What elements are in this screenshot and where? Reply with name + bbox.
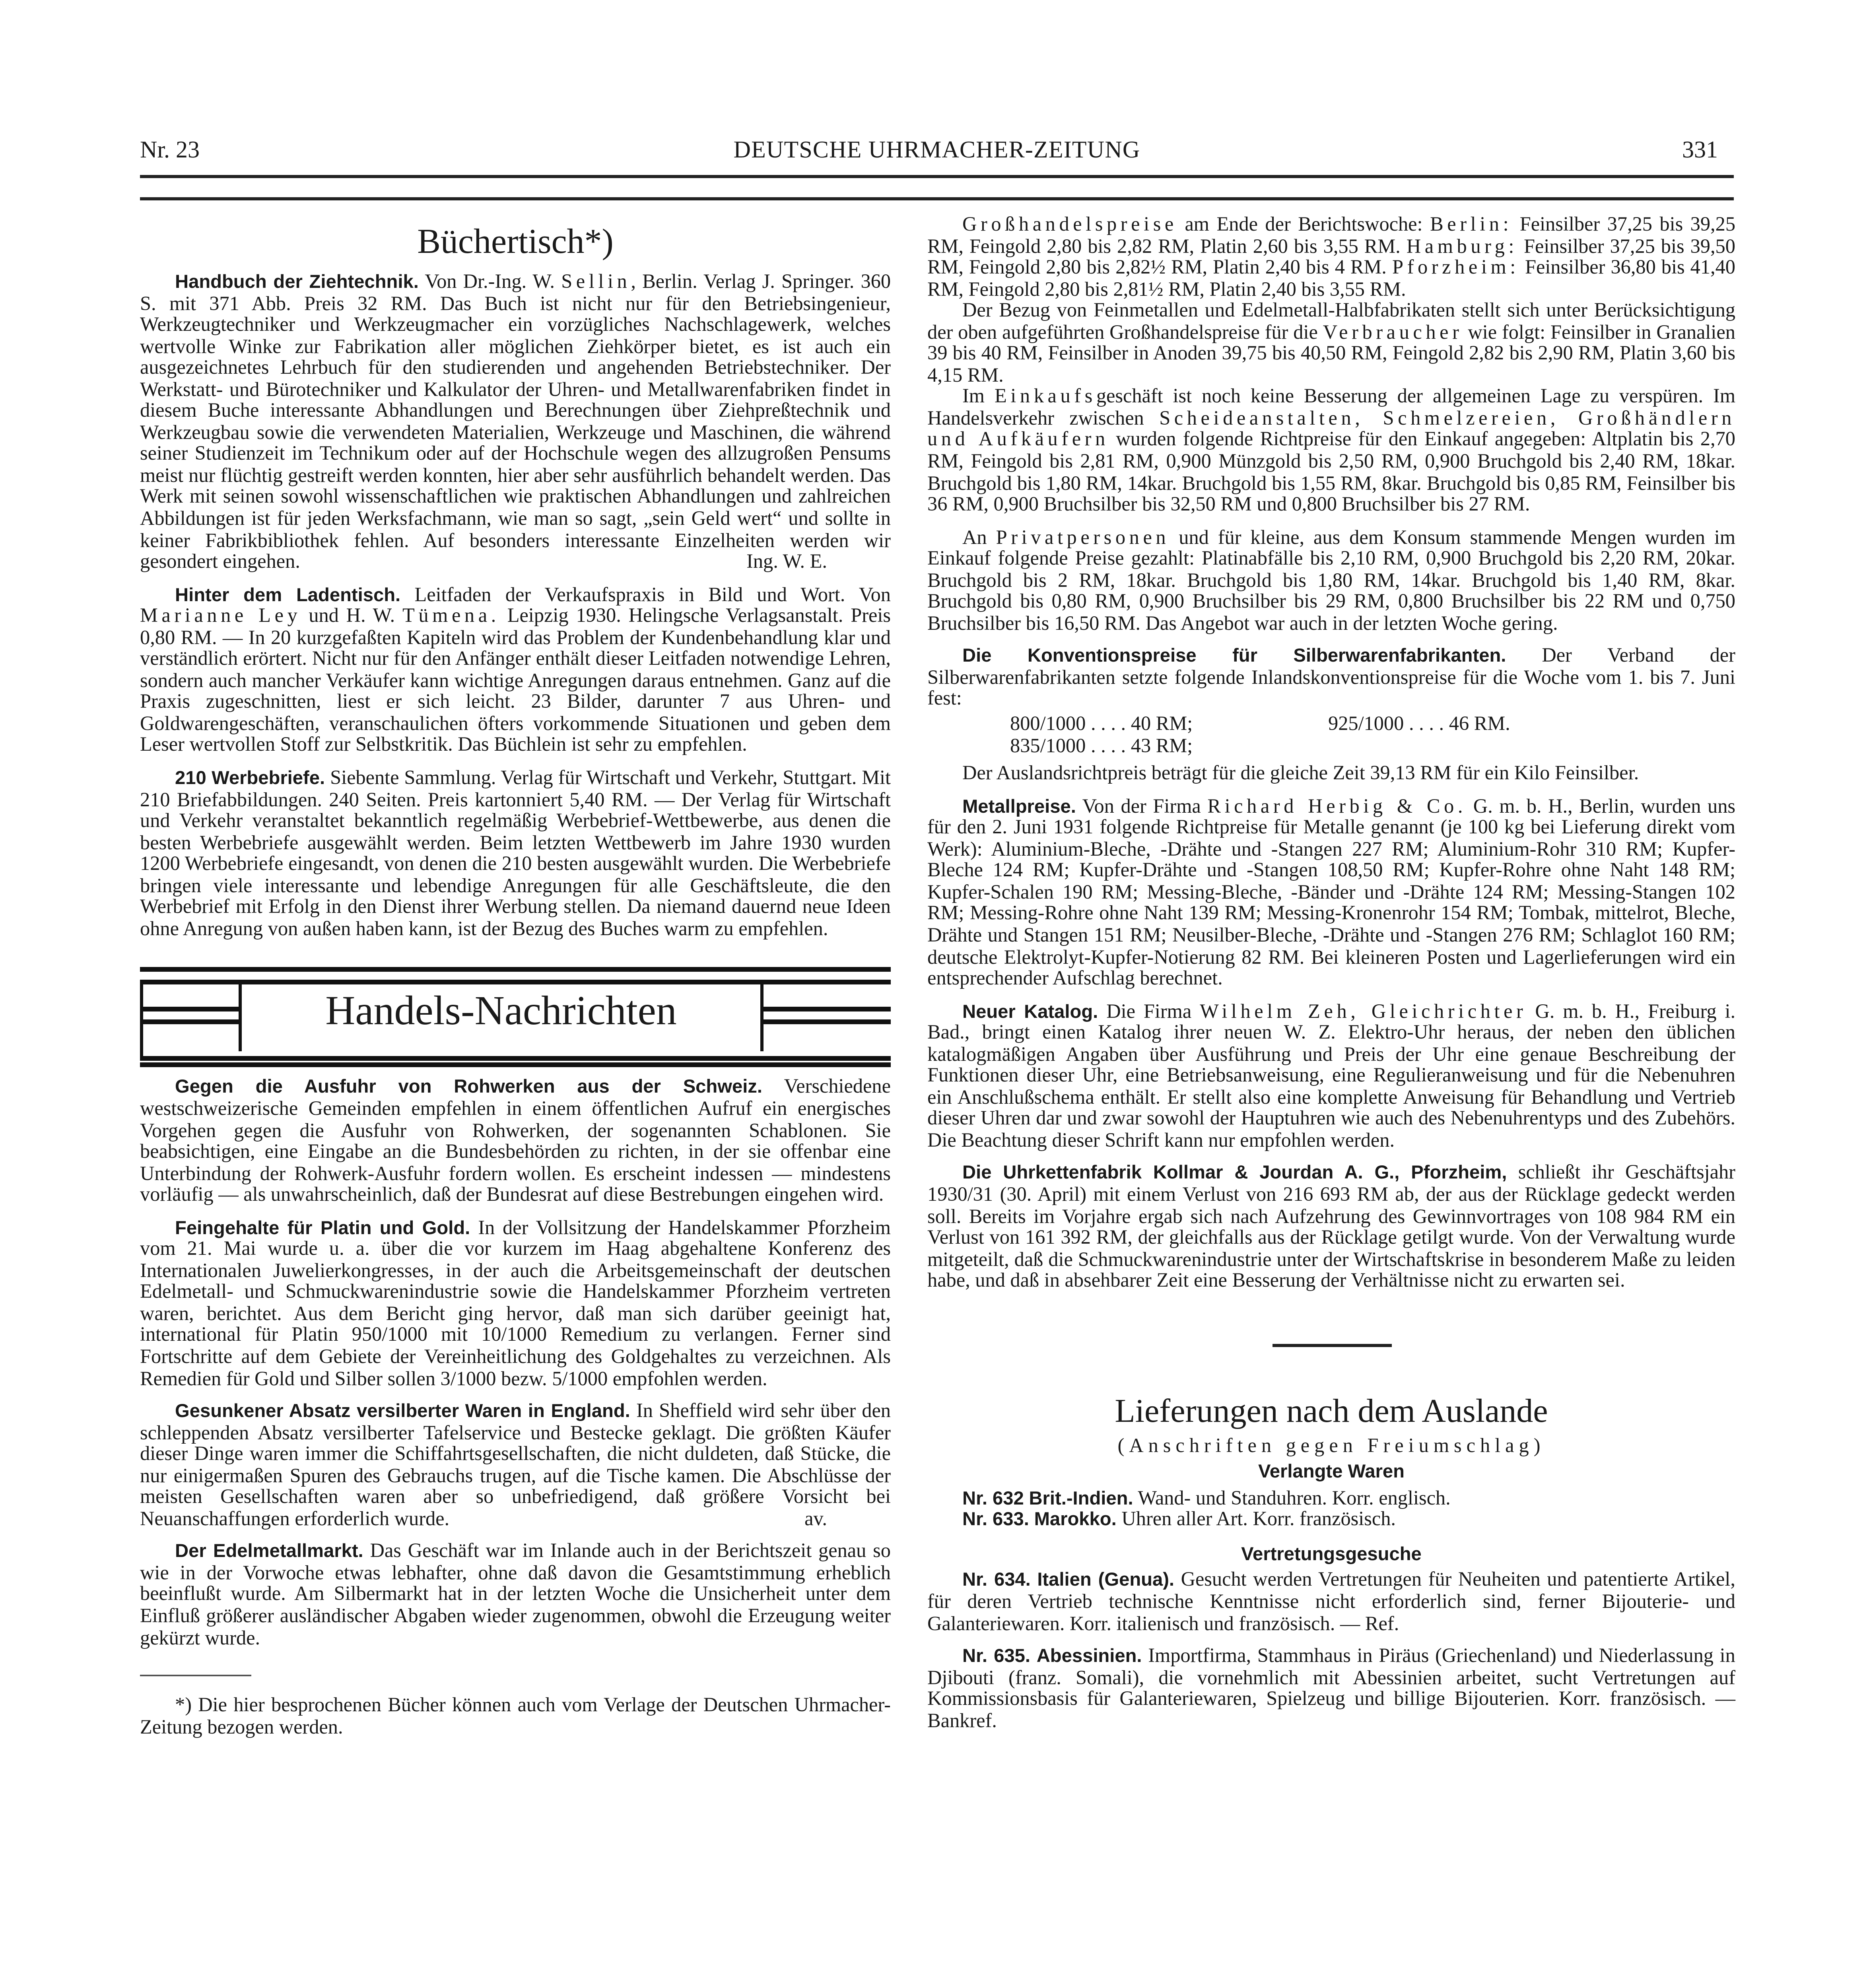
paragraph-text: Feinsilber 37,25 bis 39,50 RM, Feingold 2,80 bis 2,82½ RM, Platin 2,40 bis 4 RM. — [927, 235, 1735, 279]
konventionspreise-paragraph — [927, 646, 1735, 711]
price: 43 RM; — [1131, 734, 1193, 757]
review-heading: Handbuch der Ziehtechnik. — [175, 270, 419, 293]
review-werbebriefe — [140, 768, 891, 941]
paragraph-text: Der Bezug von Feinmetallen und Edelmetall-Halbfabrikaten stellt sich unter Berücksichtigung der oben aufgeführten Großhandelspreise für die — [927, 299, 1735, 343]
listing-text: Importfirma, Stammhaus in Piräus (Griechenland) und Niederlassung in Djibouti (franz. Somali), die vornehmlich mit Abessinien arbeitet, sucht Vertretungen auf Kommissionsbasis für Galanteriewaren, Spielzeug und billige Bijouterien. Korr. französisch. — Bankref. — [927, 1644, 1735, 1732]
paragraph-text: am Ende der Berichtswoche: — [1185, 213, 1423, 235]
news-text: Die Firma — [1106, 1000, 1192, 1022]
listing-number: Nr. 634. — [962, 1569, 1031, 1591]
fineness: 925/1000 — [1328, 712, 1404, 735]
banner-right-panel — [760, 980, 891, 1052]
price-row — [1010, 714, 1735, 736]
leader-dots: . . . . — [1090, 712, 1126, 735]
spaced-term: Einkaufs — [994, 385, 1096, 408]
review-heading: 210 Werbebriefe. — [175, 767, 325, 789]
city-name: Hamburg: — [1406, 235, 1518, 257]
convention-price-table — [1010, 714, 1735, 757]
author-name: Sellin — [561, 270, 631, 293]
paragraph-text: Feinsilber 37,25 bis 39,25 RM, Feingold 2,80 bis 2,82 RM, Platin 2,60 bis 3,55 RM. — [927, 213, 1736, 257]
news-heading: Gegen die Ausfuhr von Rohwerken aus der Schweiz. — [175, 1076, 763, 1098]
news-text: In Sheffield wird sehr über den schleppenden Absatz versilberter Tafelservice und Bestecke geklagt. Die größten Käufer dieser Dinge waren immer die Schiffahrtsgesellschaften, die nicht duldeten, daß Stücke, die nur einigermaßen Spuren des Gebrauchs trugen, auf die Tische kamen. Die Abschlüsse der meisten Gesellschaften waren aber so unbefriedigend, daß größere Vorsicht bei Neuanschaffungen erforderlich wurde. — [140, 1400, 891, 1530]
listing-number: Nr. 635. — [962, 1644, 1030, 1667]
review-text: und H. W. — [309, 604, 395, 627]
right-column — [927, 215, 1735, 1732]
header-rule-bottom — [140, 197, 1734, 200]
bezug-paragraph — [927, 301, 1735, 387]
running-header — [140, 138, 1734, 170]
listing-country: Abessinien. — [1036, 1644, 1142, 1667]
news-text: Der Verband der Silberwarenfabrikanten setzte folgende Inlandskonventionspreise für die Woche vom 1. bis 7. Juni fest: — [927, 645, 1735, 710]
lieferungen-heading: Lieferungen nach dem Auslande — [1115, 1391, 1548, 1429]
spaced-term: Scheideanstalten, Schmelzereien, Großhändlern und Aufkäufern — [927, 407, 1735, 451]
kollmar-paragraph — [927, 1163, 1735, 1293]
news-text: In der Vollsitzung der Handelskammer Pforzheim vom 21. Mai wurde u. a. über die vor kurzem im Haag abgehaltene Konferenz des Internationalen Juwelierkongresses, in der auch die Arbeitsgemeinschaft der deutschen Edelmetall- und Schmuckwarenindustrie sowie die Handelskammer Pforzheim vertreten waren, berichtet. Aus dem Bericht ging hervor, daß man sich darüber geeinigt hat, international für Platin 950/1000 mit 10/1000 Remedium zu verlangen. Ferner sind Fortschritte auf dem Gebiete der Vereinheitlichung des Goldgehaltes zu verzeichnen. Als Remedien für Gold und Silber sollen 3/1000 bezw. 5/1000 empfohlen werden. — [140, 1216, 891, 1390]
news-text: Verschiedene westschweizerische Gemeinden empfehlen in einem öffentlichen Aufruf ein energisches Vorgehen gegen die Ausfuhr von Rohwerken, der sogenannten Schablonen. Sie beabsichtigen, eine Eingabe an die Bundesbehörden zu richten, in der sie offenbar eine Unterbindung der Rohwerk-Ausfuhr fordern wollen. Es erscheint indessen — mindestens vorläufig — als unwahrscheinlich, daß der Bundesrat auf diese Bestrebungen eingehen wird. — [140, 1076, 891, 1206]
listing-country: Brit.-Indien. — [1029, 1487, 1133, 1509]
news-text: G. m. b. H., Berlin, wurden uns für den 2. Juni 1931 folgende Richtpreise für Metalle genannt (je 100 kg bei Lieferung direkt vom Werk): Aluminium-Bleche, -Drähte und -Stangen 227 RM; Aluminium-Rohr 310 RM; Kupfer-Bleche 124 RM; Kupfer-Drähte und -Stangen 108,50 RM; Kupfer-Rohre ohne Naht 148 RM; Kupfer-Schalen 190 RM; Messing-Bleche, -Bänder und -Drähte 124 RM; Messing-Stangen 102 RM; Messing-Rohre ohne Naht 139 RM; Messing-Kronenrohr 154 RM; Tombak, mittelrot, Bleche, Drähte und Stangen 151 RM; Neusilber-Bleche, -Drähte und -Stangen 276 RM; Schlaglot 160 RM; deutsche Elektrolyt-Kupfer-Notierung 82 RM. Bei kleineren Posten und Lagerlieferungen wird ein entsprechender Aufschlag berechnet. — [927, 794, 1735, 990]
section-divider — [1272, 1343, 1391, 1347]
news-heading: Metallpreise. — [962, 794, 1076, 817]
price: 46 RM. — [1449, 712, 1510, 735]
verlangte-waren-heading: Verlangte Waren — [1258, 1460, 1405, 1483]
listing-entry — [927, 1646, 1735, 1732]
price-entry — [1010, 736, 1328, 757]
company-name: Richard Herbig & Co. — [1207, 794, 1467, 817]
news-heading: Die Konventionspreise für Silberwarenfabrikanten. — [962, 645, 1506, 667]
grosshandelspreise-paragraph — [927, 215, 1735, 301]
paragraph-text: wie folgt: Feinsilber in Granalien 39 bis 40 RM, Feinsilber in Anoden 39,75 bis 40,50 RM, Feingold 2,82 bis 2,90 RM, Platin 3,60 bis 4,15 RM. — [927, 320, 1735, 386]
review-ladentisch — [140, 585, 891, 757]
spaced-term: Privatpersonen — [996, 526, 1170, 548]
listing-text: Wand- und Standuhren. Korr. englisch. — [1138, 1487, 1451, 1509]
footnote-rule — [140, 1675, 251, 1676]
listing-country: Marokko. — [1034, 1508, 1117, 1531]
review-text: , Berlin. Verlag J. Springer. 360 S. mit 371 Abb. Preis 32 RM. Das Buch ist nicht nur für den Betriebsingenieur, Werkzeugtechniker und Werkzeugmacher ein vorzügliches Nachschlagewerk, welches wertvolle Winke zur Fabrikation aller möglichen Ziehkörper bietet, es ist auch ein ausgezeichnetes Lehrbuch für den studierenden und angehenden Betriebstechniker. Der Werkstatt- und Bürotechniker und Kalkulator der Uhren- und Metallwarenfabriken findet in diesem Buche interessante Abhandlungen und Berechnungen über Ziehpreßtechnik und Werkzeugbau sowie die verwendeten Materialien, Werkzeuge und Maschinen, die während seiner Studienzeit im Technikum oder auf der Hochschule wegen des allzugroßen Pensums meist nur flüchtig gestreift werden konnten, hier aber sehr ausführlich behandelt werden. Das Werk mit seinen sowohl wissenschaftlichen wie praktischen Abhandlungen und zahlreichen Abbildungen ist für jeden Werksfachmann, wie man so sagt, „sein Geld wert“ und sollte in keiner Fabrikbibliothek fehlen. Auf besonders interessante Einzelheiten werden wir gesondert eingehen. — [140, 270, 891, 573]
paragraph-text: Im — [962, 385, 985, 408]
paragraph-text: wurden folgende Richtpreise für den Einkauf angegeben: Altplatin bis 2,70 RM, Feingold bis 2,81 RM, 0,900 Münzgold bis 2,50 RM, 0,900 Bruchgold bis 2,40 RM, 18kar. Bruchgold bis 1,80 RM, 14kar. Bruchgold bis 1,55 RM, 8kar. Bruchgold bis 0,85 RM, Feinsilber bis 36 RM, 0,900 Bruchsilber bis 32,50 RM und 0,800 Bruchsilber bis 27 RM. — [927, 428, 1735, 516]
listing-text: Gesucht werden Vertretungen für Neuheiten und patentierte Artikel, für deren Vertrieb technische Kenntnisse nicht erforderlich sind, ferner Bijouterie- und Galanteriewaren. Korr. italienisch und französisch. — Ref. — [927, 1569, 1735, 1635]
news-heading: Der Edelmetallmarkt. — [175, 1540, 363, 1563]
city-name: Berlin: — [1430, 213, 1513, 235]
author-name: Marianne Ley — [140, 604, 301, 627]
price: 40 RM; — [1131, 712, 1193, 735]
fineness: 800/1000 — [1010, 712, 1086, 735]
listing-entry — [927, 1488, 1735, 1510]
listing-number: Nr. 633. — [962, 1508, 1029, 1531]
author-name: Tümena. — [402, 604, 500, 627]
banner-rule — [140, 968, 891, 973]
lieferungen-subtitle: (Anschriften gegen Freiumschlag) — [1117, 1434, 1545, 1456]
banner-title: Handels-Nachrichten — [325, 988, 677, 1035]
signature: av. — [804, 1507, 827, 1530]
spaced-term: Verbraucher — [1323, 320, 1463, 343]
metallpreise-paragraph — [927, 796, 1735, 990]
listing-number: Nr. 632 — [962, 1487, 1024, 1509]
banner-left-panel — [140, 980, 242, 1052]
handels-nachrichten-banner — [140, 963, 891, 1058]
auslandsrichtpreis: Der Auslandsrichtpreis beträgt für die gleiche Zeit 39,13 RM für ein Kilo Feinsilber. — [962, 762, 1639, 784]
city-name: Pforzheim: — [1392, 256, 1519, 279]
footnote: *) Die hier besprochenen Bücher können auch vom Verlage der Deutschen Uhrmacher-Zeitung bezogen werden. — [140, 1694, 891, 1738]
banner-line — [140, 1008, 239, 1011]
news-text: G. m. b. H., Freiburg i. Bad., bringt einen Katalog ihrer neuen W. Z. Elektro-Uhr heraus, der neben den üblichen katalogmäßigen Angaben über Ausführung und Preis der Uhr eine genaue Beschreibung der Funktionen dieser Uhr, eine Betriebsanweisung, eine Regulieranweisung und für die Nebenuhren ein Anschlußschema enthält. Er stellt also eine komplette Anweisung für Behandlung und Vertrieb dieser Uhren dar und zwar sowohl der Hauptuhren wie auch des Nebenuhrentyps und des Zubehörs. Die Beachtung dieser Schrift kann nur empfohlen werden. — [927, 1000, 1736, 1151]
buechertisch-heading: Büchertisch*) — [417, 221, 614, 261]
news-text: schließt ihr Geschäftsjahr 1930/31 (30. April) mit einem Verlust von 216 693 RM ab, der aus der Rücklage gedeckt werden soll. Bereits im Vorjahre ergab sich nach Aufzehrung des Gewinnvortrages von 108 984 RM ein Verlust von 161 392 RM, der gleichfalls aus der Rücklage getilgt wurde. Von der Verwaltung wurde mitgeteilt, daß die Schmuckwarenindustrie unter der Wirtschaftskrise in besonderem Maße zu leiden habe, und daß in absehbarer Zeit eine Besserung der Verhältnisse nicht zu erwarten sei. — [927, 1161, 1735, 1292]
news-rohwerke — [140, 1077, 891, 1207]
review-text: Leitfaden der Verkaufspraxis in Bild und Wort. Von — [414, 583, 891, 606]
katalog-paragraph — [927, 1001, 1735, 1152]
leader-dots: . . . . — [1409, 712, 1444, 735]
review-heading: Hinter dem Ladentisch. — [175, 583, 401, 606]
banner-line — [140, 1020, 239, 1024]
header-rule-top — [140, 175, 1734, 177]
fineness: 835/1000 — [1010, 734, 1086, 757]
company-name: Wilhelm Zeh, Gleichrichter — [1200, 1000, 1527, 1022]
paragraph-text: Feinsilber 36,80 bis 41,40 RM, Feingold 2,80 bis 2,81½ RM, Platin 2,40 bis 3,55 RM. — [927, 256, 1735, 300]
listing-entry — [927, 1510, 1735, 1531]
banner-line — [764, 1008, 891, 1011]
news-heading: Die Uhrkettenfabrik Kollmar & Jourdan A. G., Pforzheim, — [962, 1161, 1507, 1184]
review-text: Von Dr.-Ing. W. — [425, 270, 555, 293]
paragraph-text: An — [962, 526, 987, 548]
news-edelmetallmarkt — [140, 1541, 891, 1649]
news-heading: Neuer Katalog. — [962, 1000, 1098, 1022]
news-feingehalte — [140, 1218, 891, 1390]
news-text: Das Geschäft war im Inlande auch in der Berichtszeit genau so wie in der Vorwoche etwas lebhafter, ohne daß davon die Gesamtstimmung erheblich beeinflußt wurde. Am Silbermarkt hat in der letzten Woche die Unsicherheit unter dem Einfluß größerer ausländischer Abgaben wieder zugenommen, obwohl die Erzeugung weiter gekürzt wurde. — [140, 1540, 891, 1649]
review-ziehtechnik — [140, 272, 891, 574]
listing-country: Italien (Genua). — [1037, 1569, 1175, 1591]
signature: Ing. W. E. — [746, 550, 827, 573]
listing-entry — [927, 1571, 1735, 1635]
leader-dots: . . . . — [1090, 734, 1126, 757]
einkauf-paragraph — [927, 387, 1735, 516]
price-row — [1010, 736, 1735, 757]
banner-line — [764, 1020, 891, 1024]
vertretungsgesuche-heading: Vertretungsgesuche — [1241, 1542, 1422, 1565]
price-entry — [1010, 714, 1328, 736]
paragraph-text: und für kleine, aus dem Konsum stammende Mengen wurden im Einkauf folgende Preise gezahlt: Platinabfälle bis 2,10 RM, 0,900 Bruchgold bis 2,20 RM, 20kar. Bruchgold bis 2 RM, 18kar. Bruchgold bis 1,80 RM, 14kar. Bruchgold bis 1,40 RM, 8kar. Bruchgold bis 0,80 RM, 0,900 Bruchsilber bis 29 RM, 0,800 Bruchsilber bis 22 RM und 0,750 Bruchsilber bis 16,50 RM. Das Angebot war auch in der letzten Woche gering. — [927, 526, 1736, 635]
review-text: Siebente Sammlung. Verlag für Wirtschaft und Verkehr, Stuttgart. Mit 210 Briefabbildungen. 240 Seiten. Preis kartonniert 5,40 RM. — Der Verlag für Wirtschaft und Verkehr veranstaltet bekanntlich regelmäßig Werbebrief-Wettbewerbe, aus denen die besten Werbebriefe ausgewählt werden. Beim letzten Wettbewerb im Jahre 1930 wurden 1200 Werbebriefe eingesandt, von denen die 210 besten ausgewählt wurden. Die Werbebriefe bringen viele interessante und lebendige Anregungen für alle Geschäftsleute, die den Werbebrief mit Erfolg in den Dienst ihrer Werbung stellen. Da niemand dauernd neue Ideen ohne Anregung von außen haben kann, ist der Bezug des Buches warm zu empfehlen. — [140, 767, 891, 940]
review-text: Leipzig 1930. Helingsche Verlagsanstalt. Preis 0,80 RM. — In 20 kurzgefaßten Kapiteln wird das Problem der Kundenbehandlung klar und verständlich erörtert. Nicht nur für den Anfänger enthält dieser Leitfaden notwendige Lehren, sondern auch mancher Verkäufer kann wichtige Anregungen daraus entnehmen. Ganz auf die Praxis zugeschnitten, liest er sich leicht. 23 Bilder, darunter 7 aus Uhren- und Goldwarengeschäften, veranschaulichen öfters vorkommende Situationen und geben dem Leser wertvollen Stoff zur Selbstkritik. Das Büchlein ist sehr zu empfehlen. — [140, 604, 891, 756]
left-column — [140, 215, 891, 1739]
news-text: Von der Firma — [1082, 794, 1201, 817]
news-england — [140, 1401, 891, 1530]
privat-paragraph — [927, 528, 1735, 635]
page-number: 331 — [1682, 138, 1718, 164]
journal-title: DEUTSCHE UHRMACHER-ZEITUNG — [733, 138, 1140, 164]
paragraph-text: geschäft ist noch keine Besserung der allgemeinen Lage zu verspüren. Im Handelsverkehr zwischen — [927, 385, 1735, 429]
news-heading: Feingehalte für Platin und Gold. — [175, 1216, 470, 1239]
issue-number: Nr. 23 — [140, 138, 200, 164]
listing-text: Uhren aller Art. Korr. französisch. — [1121, 1508, 1396, 1531]
price-entry — [1328, 714, 1646, 736]
banner-rule — [140, 1063, 891, 1068]
spaced-term: Großhandelspreise — [962, 213, 1177, 235]
news-heading: Gesunkener Absatz versilberter Waren in England. — [175, 1400, 630, 1422]
